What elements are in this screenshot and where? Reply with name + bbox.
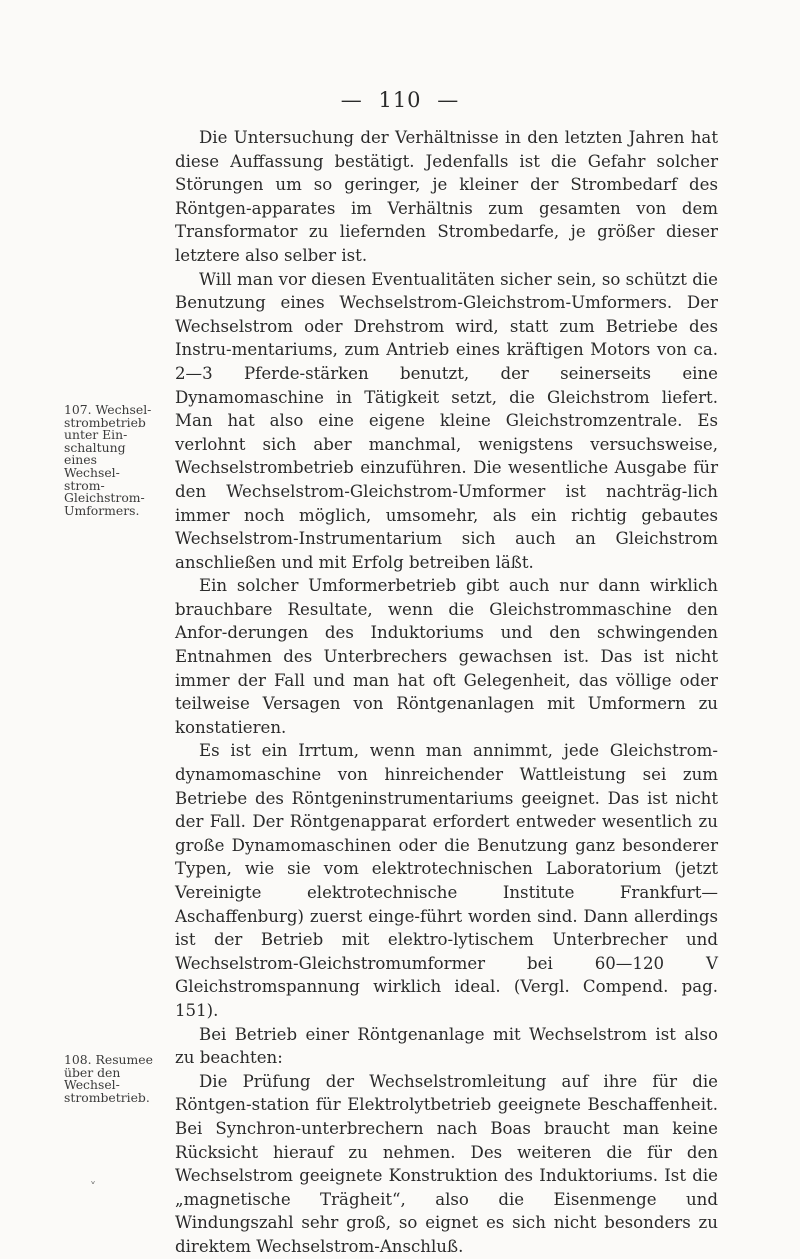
body-text: [175, 126, 718, 1259]
margin-note-line: über den: [64, 1064, 121, 1080]
header-dash-right: —: [437, 88, 460, 112]
margin-note-108: [64, 1054, 172, 1104]
margin-note-107: [64, 404, 172, 517]
paragraph: Will man vor diesen Eventualitäten sicher sein, so schützt die Benutzung eines Wechselstrom-Gleichstrom-Umformers. Der Wechselstrom oder Drehstrom wird, statt zum Betriebe des Instru-mentariums, zum Antrieb eines kräftigen Motors von ca. 2—3 Pferde-stärken benutzt, der seinerseits eine Dynamomaschine in Tätigkeit setzt, die Gleichstrom liefert. Man hat also eine eigene kleine Gleichstromzentrale. Es verlohnt sich aber manchmal, wenigstens versuchsweise, Wechselstrombetrieb einzuführen. Die wesentliche Ausgabe für den Wechselstrom-Gleichstrom-Umformer ist nachträg-lich immer noch möglich, umsomehr, als ein richtig gebautes Wechselstrom-Instrumentarium sich auch an Gleichstrom anschließen und mit Erfolg betreiben läßt.: [175, 269, 718, 572]
paragraph: Ein solcher Umformerbetrieb gibt auch nur dann wirklich brauchbare Resultate, wenn die Gleichstrommaschine den Anfor-derungen des Induktoriums und den schwingenden Entnahmen des Unterbrechers gewachsen ist. Das ist nicht immer der Fall und man hat oft Gelegenheit, das völlige oder teilweise Versagen von Röntgenanlagen mit Umformern zu konstatieren.: [175, 576, 718, 737]
paragraph: Bei Betrieb einer Röntgenanlage mit Wechselstrom ist also zu beachten:: [175, 1024, 718, 1068]
margin-note-line: strombetrieb.: [64, 1089, 150, 1105]
margin-tick-mark: ˅: [90, 1180, 96, 1194]
margin-note-line: Wechsel-: [64, 464, 120, 480]
margin-note-line: schaltung: [64, 439, 126, 455]
margin-note-line: eines: [64, 452, 97, 468]
margin-note-line: strom-: [64, 477, 105, 493]
margin-note-line: 108. Resumee: [64, 1052, 153, 1067]
page-header: [0, 88, 800, 112]
margin-note-line: unter Ein-: [64, 427, 128, 443]
paragraph: Die Prüfung der Wechselstromleitung auf ihre für die Röntgen-station für Elektrolytbetrieb geeignete Beschaffenheit. Bei Synchron-unterbrechern nach Boas braucht man keine Rücksicht hierauf zu nehmen. Des weiteren die für den Wechselstrom geeignete Konstruktion des Induktoriums. Ist die „magnetische Trägheit“, also die Eisenmenge und Windungszahl sehr groß, so eignet es sich nicht besonders zu direktem Wechselstrom-Anschluß.: [175, 1071, 718, 1256]
page-number: 110: [378, 88, 422, 112]
margin-note-line: Umformers.: [64, 502, 140, 518]
paragraph: Die Untersuchung der Verhältnisse in den letzten Jahren hat diese Auffassung bestätigt. Jedenfalls ist die Gefahr solcher Störungen um so geringer, je kleiner der Strombedarf des Röntgen-apparates im Verhältnis zum gesamten von dem Transformator zu liefernden Strombedarfe, je größer dieser letztere also selber ist.: [175, 128, 718, 265]
margin-note-line: Wechsel-: [64, 1077, 120, 1093]
paragraph: Es ist ein Irrtum, wenn man annimmt, jede Gleichstrom-dynamomaschine von hinreichender Wattleistung sei zum Betriebe des Röntgeninstrumentariums geeignet. Das ist nicht der Fall. Der Röntgenapparat erfordert entweder wesentlich zu große Dynamomaschinen oder die Benutzung ganz besonderer Typen, wie sie vom elektrotechnischen Laboratorium (jetzt Vereinigte elektrotechnische Institute Frankfurt—Aschaffenburg) zuerst einge-führt worden sind. Dann allerdings ist der Betrieb mit elektro-lytischem Unterbrecher und Wechselstrom-Gleichstromumformer bei 60—120 V Gleichstromspannung wirklich ideal. (Vergl. Compend. pag. 151).: [175, 741, 718, 1020]
header-dash-left: —: [340, 88, 363, 112]
margin-note-line: Gleichstrom-: [64, 490, 145, 506]
margin-note-line: strombetrieb: [64, 414, 146, 430]
margin-note-line: 107. Wechsel-: [64, 402, 152, 417]
